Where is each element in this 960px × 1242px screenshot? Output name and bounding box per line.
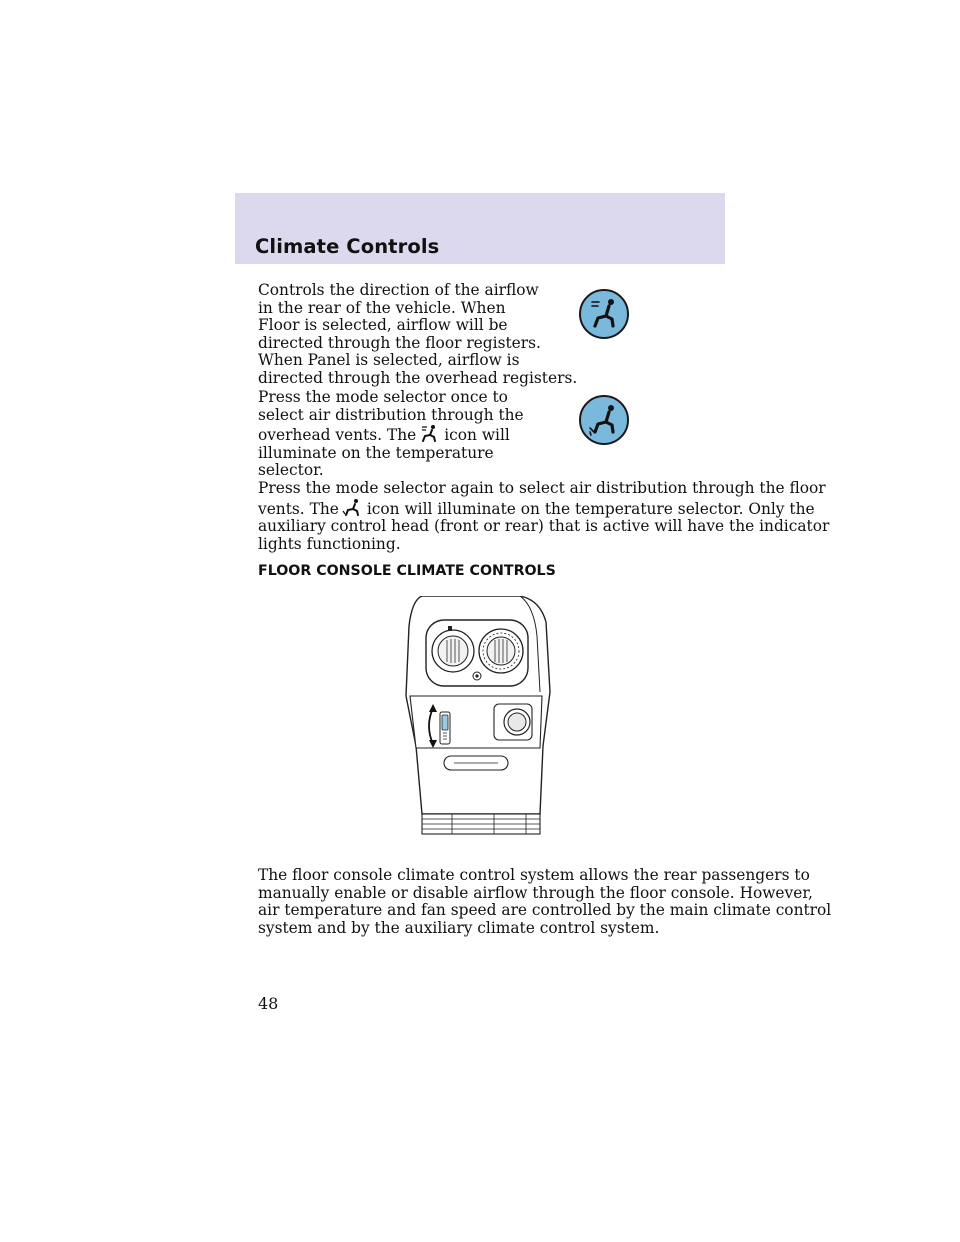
text-line: directed through the floor registers. (258, 333, 541, 352)
text-line: When Panel is selected, airflow is (258, 351, 520, 370)
text-line: illuminate on the temperature (258, 443, 494, 462)
text-fragment: overhead vents. The (258, 426, 417, 445)
text-line: Controls the direction of the airflow (258, 281, 539, 299)
text-line: The floor console climate control system allows the rear passengers to (258, 866, 810, 884)
text-line (258, 498, 829, 519)
overhead-vent-mode-icon (578, 288, 630, 340)
section-header-band (235, 193, 725, 264)
paragraph-overhead-vents (258, 389, 524, 480)
overhead-vent-inline-icon (419, 424, 441, 442)
text-line: directed through the overhead registers. (258, 368, 578, 387)
text-line: auxiliary control head (front or rear) that is active will have the indicator (258, 517, 830, 536)
section-heading: FLOOR CONSOLE CLIMATE CONTROLS (258, 563, 556, 579)
text-line: Press the mode selector again to select air distribution through the floor (258, 479, 826, 497)
floor-console-illustration (400, 596, 560, 836)
text-line: Floor is selected, airflow will be (258, 316, 508, 335)
floor-vent-inline-icon (342, 498, 364, 516)
text-line: lights functioning. (258, 534, 401, 553)
text-line: air temperature and fan speed are controlled by the main climate control (258, 901, 832, 920)
paragraph-floor-vents (258, 480, 829, 553)
text-fragment: icon will (444, 426, 510, 445)
floor-vent-mode-icon (578, 394, 630, 446)
text-line: manually enable or disable airflow through the floor console. However, (258, 883, 813, 902)
text-line (258, 424, 524, 445)
paragraph-floor-console-description (258, 867, 831, 937)
text-fragment: icon will illuminate on the temperature selector. Only the (366, 499, 815, 518)
text-line: system and by the auxiliary climate control system. (258, 918, 660, 937)
text-line: select air distribution through the (258, 405, 524, 424)
page-number: 48 (258, 994, 279, 1013)
section-title: Climate Controls (255, 235, 440, 258)
paragraph-airflow-direction (258, 282, 577, 388)
text-fragment: vents. The (258, 499, 339, 518)
text-line: in the rear of the vehicle. When (258, 298, 506, 317)
text-line: selector. (258, 461, 324, 480)
text-line: Press the mode selector once to (258, 388, 508, 406)
